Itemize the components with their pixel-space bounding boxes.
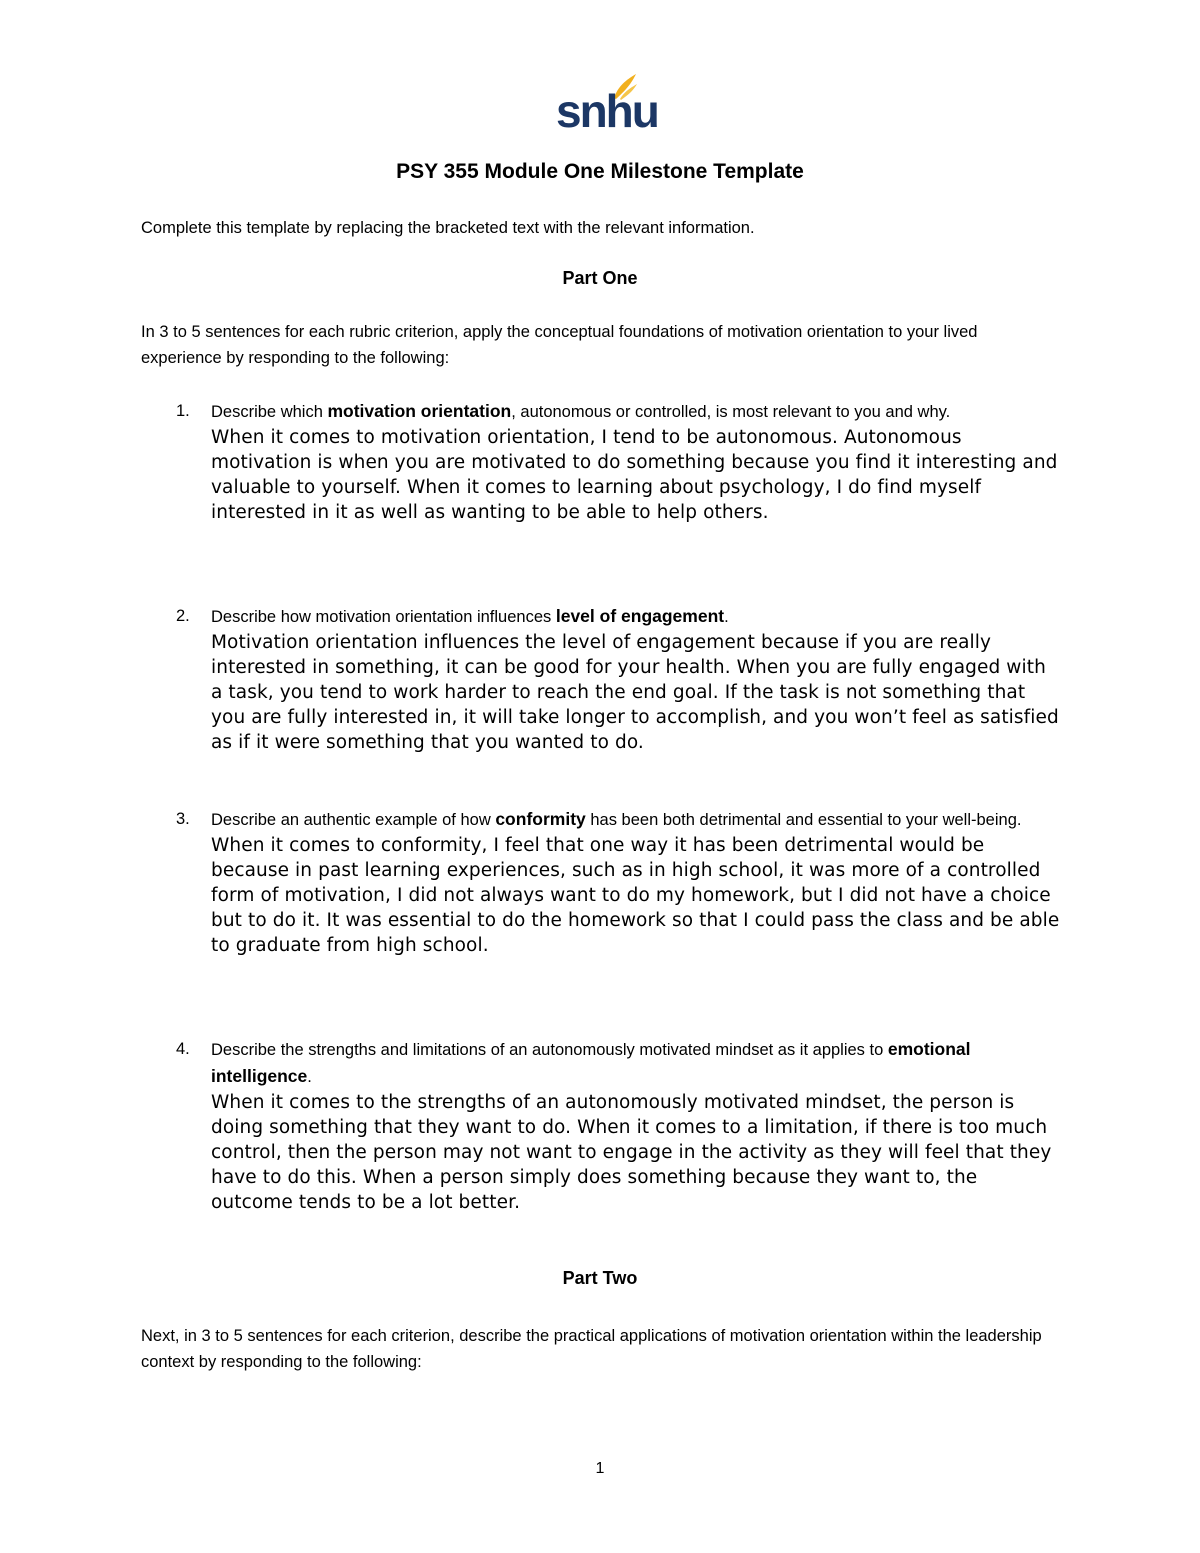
intro-text: Complete this template by replacing the bracketed text with the relevant information.	[141, 219, 755, 237]
item-number: 4.	[176, 1040, 190, 1058]
item-answer: Motivation orientation influences the level of engagement because if you are really interested in something, it can be good for your health. When you are fully engaged with a task, you tend to work harder to reach the end goal. If the task is not something that you are fully interested in, it will take longer to accomplish, and you won’t feel as satisfied as if it were something that you wanted to do.	[211, 632, 1059, 753]
item-prompt: Describe which motivation orientation, autonomous or controlled, is most relevant to you and why.	[211, 401, 951, 421]
prompt-keyword: conformity	[495, 809, 586, 829]
snhu-logo	[552, 72, 658, 137]
page-number: 1	[595, 1460, 605, 1477]
item-number: 2.	[176, 607, 190, 625]
item-prompt: Describe an authentic example of how conformity has been both detrimental and essential to your well-being.	[211, 809, 1022, 829]
logo-wordmark: snhu	[556, 85, 658, 137]
item-answer: When it comes to motivation orientation, I tend to be autonomous. Autonomous motivation is when you are motivated to do something because you find it interesting and valuable to yourself. When it comes to learning about psychology, I do find myself interested in it as well as wanting to be able to help others.	[211, 427, 1058, 523]
prompt-keyword: level of engagement	[555, 606, 725, 626]
item-answer: When it comes to the strengths of an autonomously motivated mindset, the person is doing something that they want to do. When it comes to a limitation, if there is too much control, then the person may not want to engage in the activity as they will feel that they have to do this. When a person simply does something because they want to, the outcome tends to be a lot better.	[211, 1092, 1052, 1213]
item-body	[211, 603, 1061, 755]
prompt-keyword: motivation orientation	[327, 401, 512, 421]
item-prompt: Describe how motivation orientation influences level of engagement.	[211, 606, 729, 626]
item-number: 1.	[176, 402, 190, 420]
item-prompt: Describe the strengths and limitations of an autonomously motivated mindset as it applies to emotional intelligence.	[211, 1039, 971, 1086]
document-title: PSY 355 Module One Milestone Template	[396, 160, 804, 183]
item-body	[211, 1036, 1061, 1215]
part-two-instructions: Next, in 3 to 5 sentences for each criterion, describe the practical applications of motivation orientation within the leadership context by responding to the following:	[141, 1327, 1042, 1371]
item-number: 3.	[176, 810, 190, 828]
item-body	[211, 398, 1061, 525]
item-answer: When it comes to conformity, I feel that one way it has been detrimental would be because in past learning experiences, such as in high school, it was more of a controlled form of motivation, I did not always want to do my homework, but I did not have a choice but to do it. It was essential to do the homework so that I could pass the class and be able to graduate from high school.	[211, 835, 1060, 956]
part-one-instructions: In 3 to 5 sentences for each rubric criterion, apply the conceptual foundations of motivation orientation to your lived experience by responding to the following:	[141, 323, 978, 367]
prompt-keyword: emotional intelligence	[211, 1039, 971, 1086]
part-one-heading: Part One	[562, 268, 638, 288]
item-body	[211, 806, 1061, 958]
part-two-heading: Part Two	[562, 1268, 638, 1288]
